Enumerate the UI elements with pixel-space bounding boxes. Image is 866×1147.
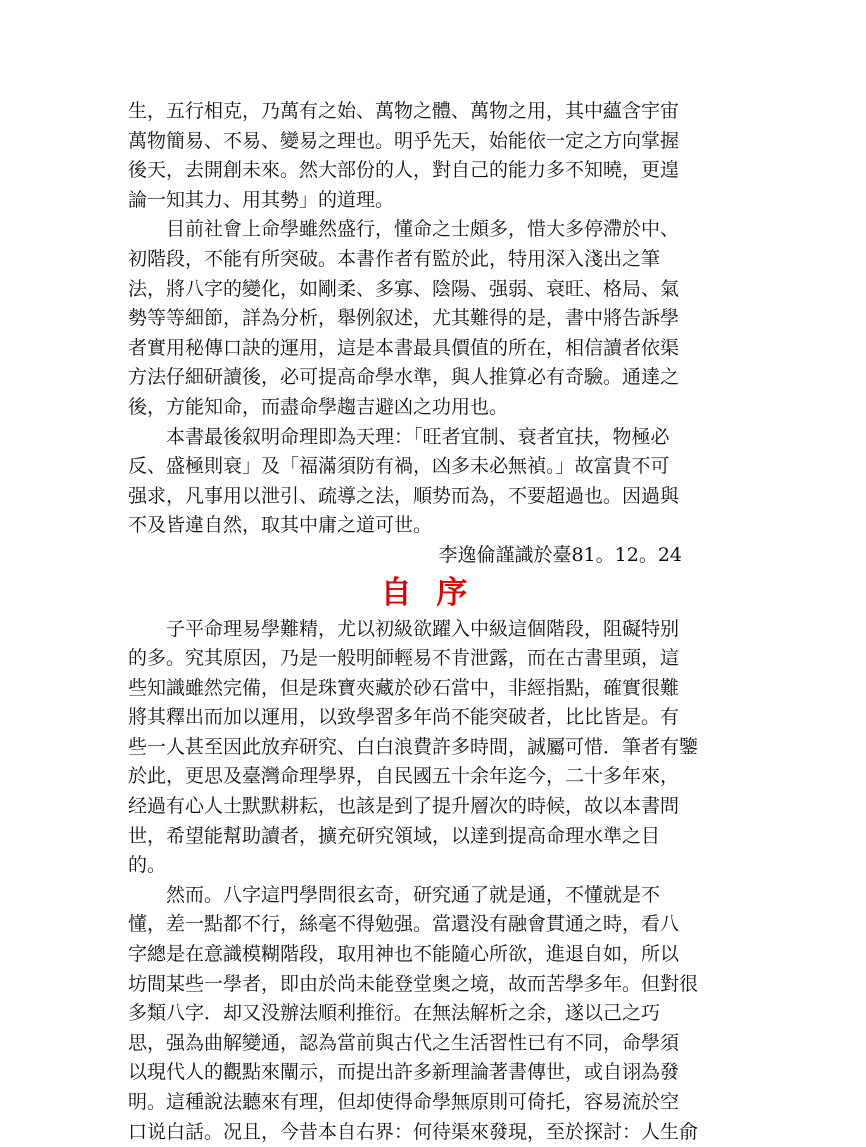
preface-title: 自序 xyxy=(380,574,493,611)
text-line: 於此，更思及臺灣命理學界，自民國五十余年迄今，二十多年來， xyxy=(128,765,680,788)
text-line: 後，方能知命，而盡命學趨吉避凶之功用也。 xyxy=(128,395,509,418)
text-line: 後天，去開創未來。然大部份的人，對自己的能力多不知曉，更遑 xyxy=(128,159,680,182)
text-line: 初階段，不能有所突破。本書作者有監於此，特用深入淺出之筆 xyxy=(128,247,661,270)
text-line: 思，强為曲解變通，認為當前與古代之生活習性已有不同，命學須 xyxy=(128,1031,680,1054)
text-line: 然而。八字這門學問很玄奇，研究通了就是通，不懂就是不 xyxy=(166,883,661,906)
text-line: 目前社會上命學雖然盛行，懂命之士頗多，惜大多停滯於中、 xyxy=(166,218,680,241)
text-line: 勢等等細節，詳為分析，舉例叙述，尤其難得的是，書中將告訴學 xyxy=(128,307,680,330)
intro-paragraph-2 xyxy=(128,215,720,422)
intro-paragraph-3 xyxy=(128,423,720,541)
text-line: 方法仔細研讀後，必可提高命學水準，與人推算必有奇驗。通達之 xyxy=(128,366,680,389)
text-line: 坊間某些一學者，即由於尚未能登堂奥之境，故而苦學多年。但對很 xyxy=(128,972,699,995)
preface-paragraph-2 xyxy=(128,881,720,1147)
text-line: 的多。究其原因，乃是一般明師輕易不肯泄露，而在古書里頭，這 xyxy=(128,647,680,670)
text-line: 些知識雖然完備，但是珠寶夾藏於砂石當中，非經指點，確實很難 xyxy=(128,676,680,699)
text-line: 明。這種說法聽來有理，但却使得命學無原則可倚托，容易流於空 xyxy=(128,1091,680,1113)
text-line: 論一知其力、用其勢」的道理。 xyxy=(128,188,395,211)
text-line: 將其釋出而加以運用，以致學習多年尚不能突破者，比比皆是。有 xyxy=(128,706,680,729)
text-line: 口说白話。况且，今昔本自右界：何待渠來發現，至於探討：人生俞 xyxy=(128,1120,699,1143)
text-line: 法，將八字的變化，如剛柔、多寡、陰陽、强弱、衰旺、格局、氣 xyxy=(128,277,680,300)
text-line: 经過有心人士默默耕耘，也該是到了提升層次的時候，故以本書問 xyxy=(128,795,680,818)
text-line: 强求，凡事用以泄引、疏導之法，順势而為，不要超過也。因過與 xyxy=(128,484,680,507)
text-line: 字總是在意識模糊階段，取用神也不能隨心所欲，進退自如，所以 xyxy=(128,943,680,966)
signature-line: 李逸倫謹識於臺81。12。24 xyxy=(438,543,682,566)
preface-paragraph-1 xyxy=(128,615,720,881)
text-line: 多類八字．却又没辦法順利推衍。在無法解析之余，遂以己之巧 xyxy=(128,1002,661,1025)
text-line: 以現代人的觀點來闡示，而提出許多新理論著書傳世，或自诩為發 xyxy=(128,1061,680,1084)
text-line: 不及皆違自然，取其中庸之道可世。 xyxy=(128,514,433,537)
text-line: 些一人甚至因此放弃研究、白白浪費許多時間，誠屬可惜．筆者有鑒 xyxy=(128,735,699,758)
text-column xyxy=(128,97,720,1147)
text-line: 萬物簡易、不易、變易之理也。明乎先天，始能依一定之方向掌握 xyxy=(128,129,680,152)
text-line: 子平命理易學難精，尤以初級欲躍入中級這個階段，阻礙特别 xyxy=(166,617,680,640)
intro-paragraph-1 xyxy=(128,97,720,215)
text-line: 的。 xyxy=(128,854,167,877)
text-line: 本書最後叙明命理即為天理：「旺者宜制、衰者宜扶，物極必 xyxy=(166,425,670,448)
text-line: 者實用秘傳口訣的運用，這是本書最具價值的所在，相信讀者依渠 xyxy=(128,336,680,359)
text-line: 生，五行相克，乃萬有之始、萬物之體、萬物之用，其中蘊含宇宙 xyxy=(128,100,680,122)
text-line: 懂，差一點都不行，絲毫不得勉强。當還没有融會貫通之時，看八 xyxy=(128,913,680,936)
text-line: 反、盛極則衰」及「福滿須防有禍，凶多未必無禎。」故富貴不可 xyxy=(128,455,670,478)
text-line: 世，希望能幫助讀者，擴充研究領域，以達到提高命理水準之目 xyxy=(128,824,661,847)
